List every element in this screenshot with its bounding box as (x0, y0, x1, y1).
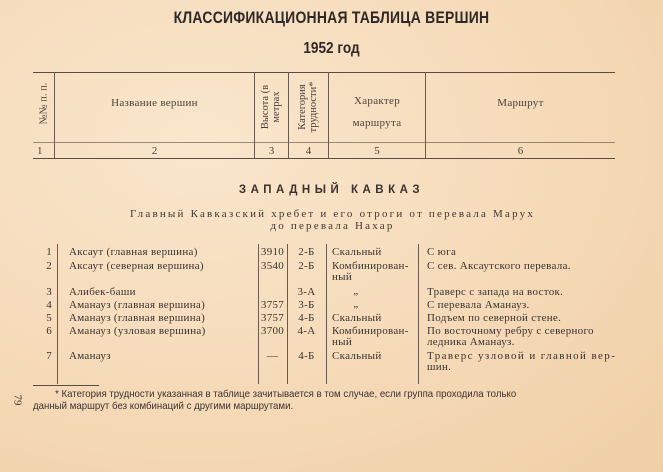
section-title: ЗАПАДНЫЙ КАВКАЗ (238, 184, 425, 196)
header-col-height (260, 72, 282, 142)
header-col-character-line2: маршрута (352, 117, 402, 129)
route-description: Траверс узловой и главной вер- (427, 350, 617, 362)
route-character: Комбинирован- (332, 260, 409, 272)
peak-name: Аксаут (главная вершина) (69, 246, 198, 258)
peak-name: Аманауз (главная вершина) (69, 299, 206, 311)
route-description: С сев. Аксаутского перевала. (427, 260, 571, 272)
route-character: Скальный (332, 350, 382, 362)
difficulty-category: 2-Б (298, 260, 315, 272)
route-character: Комбинирован- (332, 325, 409, 337)
peak-height: 3910 (260, 246, 285, 258)
header-col-height-line1: Высота (в (260, 84, 271, 130)
route-description: Подъем по северной стене. (427, 312, 562, 324)
header-col-name: Название вершин (111, 97, 198, 109)
col-index: 2 (151, 145, 158, 157)
difficulty-category: 3-А (297, 286, 316, 298)
section-subtitle-line2: до перевала Нахар (270, 220, 395, 232)
difficulty-category: 4-Б (298, 312, 315, 324)
body-col-divider (57, 244, 58, 384)
peak-height: 3700 (260, 325, 285, 337)
peak-height: 3757 (260, 312, 285, 324)
row-number: 1 (46, 246, 52, 258)
difficulty-category: 4-Б (298, 350, 315, 362)
section-subtitle-line1: Главный Кавказский хребет и его отроги от перевала Марух (129, 208, 536, 220)
difficulty-category: 2-Б (298, 246, 315, 258)
section-subtitle (60, 208, 605, 232)
header-col-category-line2: трудности* (308, 81, 319, 133)
header-col-character-line1: Характер (354, 95, 400, 107)
footnote (33, 388, 585, 412)
route-character-ditto: „ (353, 285, 359, 297)
col-index: 5 (374, 145, 380, 157)
route-description-cont: ледника Аманауз. (427, 336, 515, 348)
row-number: 3 (46, 286, 52, 298)
body-col-divider (418, 244, 419, 384)
footnote-line2: данный маршрут без комбинаций с другими маршрутами. (33, 400, 294, 412)
route-character-cont: ный (332, 271, 353, 283)
difficulty-category: 3-Б (298, 299, 315, 311)
header-bottom-rule (33, 158, 615, 159)
footnote-line1: * Категория трудности указанная в таблице зачитывается в том случае, если группа проходила только (55, 388, 517, 400)
header-col-route: Маршрут (497, 97, 544, 109)
page-number: 79 (11, 394, 24, 406)
peak-height: 3540 (260, 260, 285, 272)
difficulty-category: 4-А (297, 325, 316, 337)
route-character: Скальный (332, 312, 382, 324)
body-col-divider (326, 244, 327, 384)
col-index: 1 (37, 145, 43, 157)
route-description-cont: шин. (427, 361, 452, 373)
row-number: 4 (46, 299, 52, 311)
route-description: По восточному ребру с северного (427, 325, 594, 337)
peak-name: Алибек-баши (69, 286, 136, 298)
header-col-category-line1: Категория (297, 84, 308, 130)
row-number: 5 (46, 312, 52, 324)
header-col-character (329, 90, 425, 134)
route-character: Скальный (332, 246, 382, 258)
header-col-height-line2: метрах (271, 91, 282, 123)
row-number: 6 (46, 325, 52, 337)
route-description: С юга (427, 246, 457, 258)
col-index: 4 (305, 145, 312, 157)
peak-name: Аманауз (69, 350, 111, 362)
peak-height: — (266, 350, 279, 362)
peak-name: Аксаут (северная вершина) (69, 260, 204, 272)
header-col-number: №№ п. п. (38, 82, 50, 125)
route-character-cont: ный (332, 336, 353, 348)
header-col-category (297, 72, 319, 142)
peak-name: Аманауз (узловая вершина) (69, 325, 206, 337)
route-character-ditto: „ (353, 298, 359, 310)
page-title: КЛАССИФИКАЦИОННАЯ ТАБЛИЦА ВЕРШИН (173, 8, 490, 27)
page-year: 1952 год (303, 40, 360, 57)
peak-height: 3757 (260, 299, 285, 311)
peak-name: Аманауз (главная вершина) (69, 312, 206, 324)
col-index: 3 (268, 145, 275, 157)
row-number: 7 (46, 350, 52, 362)
col-index: 6 (517, 145, 524, 157)
footnote-rule (33, 385, 99, 386)
row-number: 2 (46, 260, 52, 272)
header-mid-rule (33, 142, 615, 143)
header-top-rule (33, 72, 615, 73)
route-description: С перевала Аманауз. (427, 299, 530, 311)
route-description: Траверс с запада на восток. (427, 286, 564, 298)
